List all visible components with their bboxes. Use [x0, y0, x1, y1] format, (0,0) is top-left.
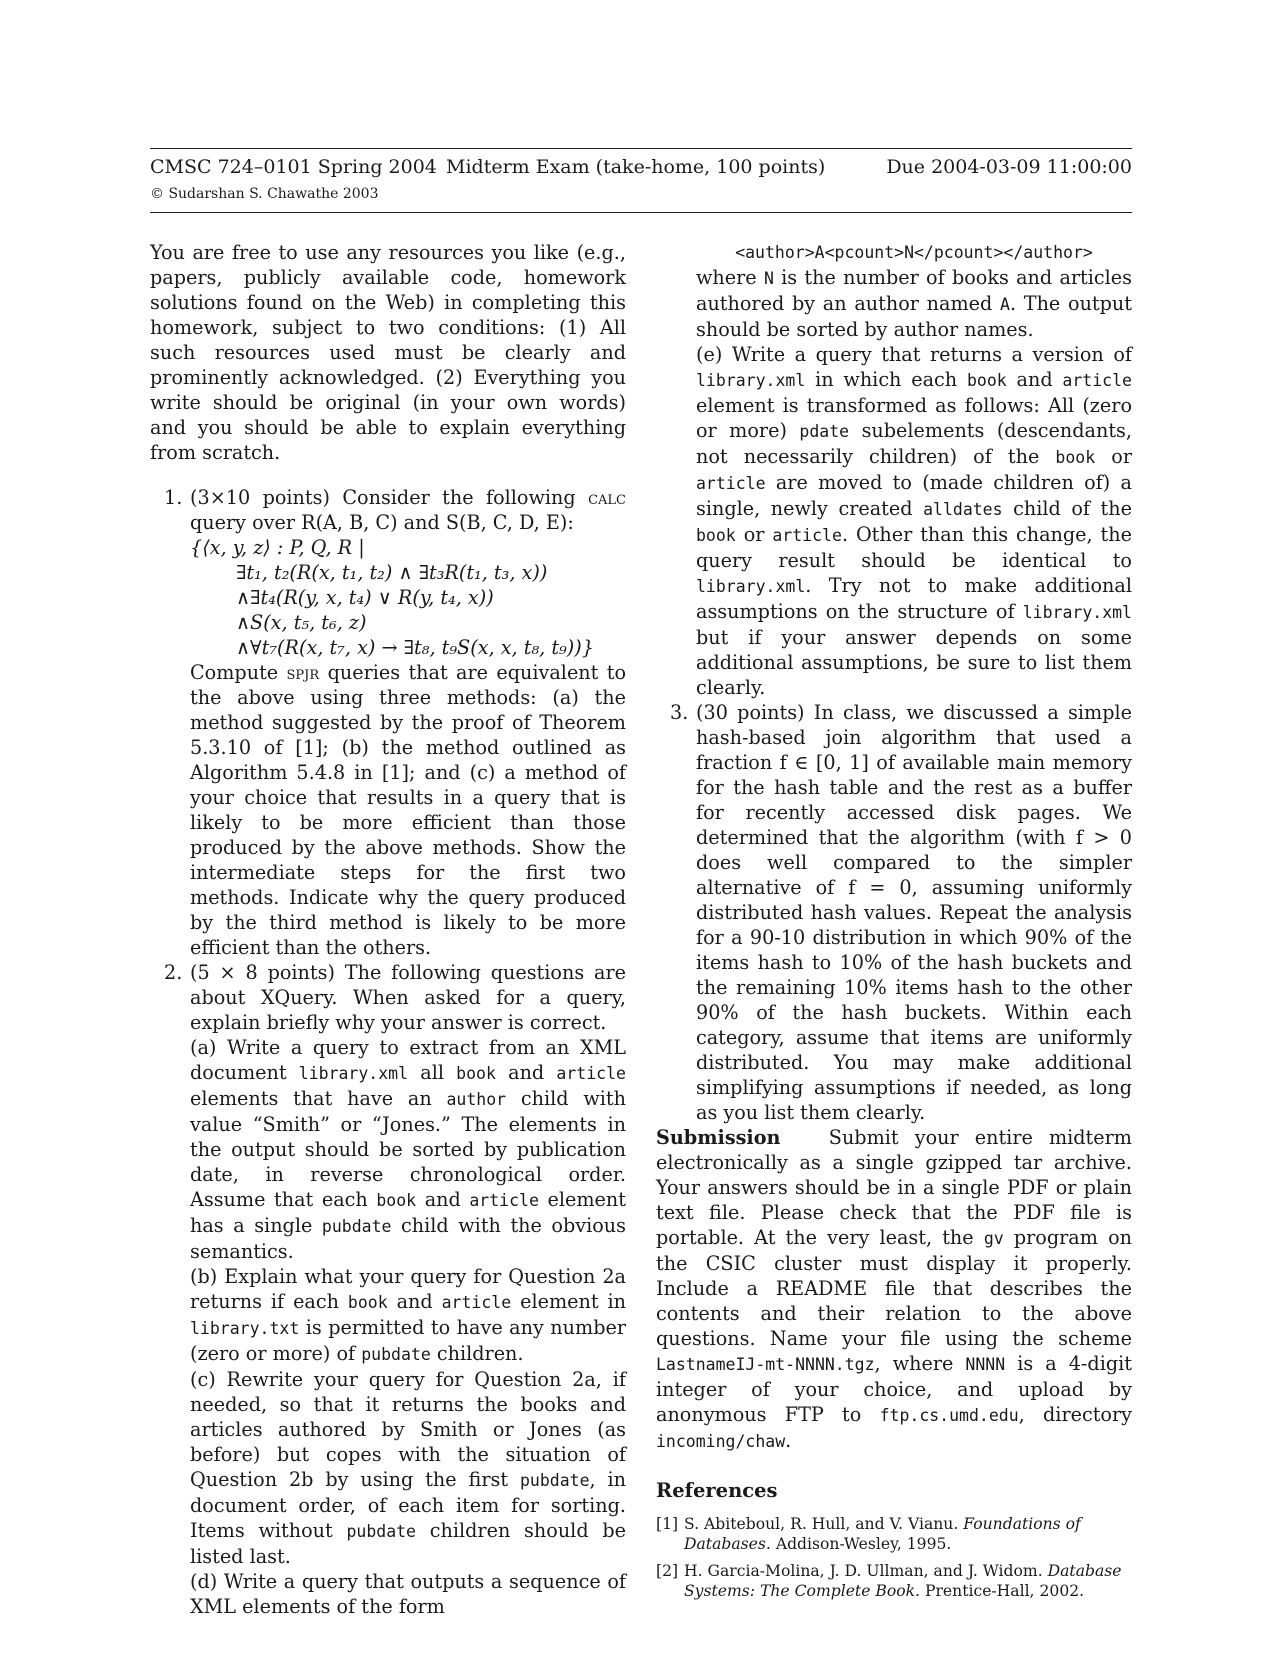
question-3: [656, 700, 1132, 1125]
q2-part-b: (b) Explain what your query for Question 2a returns if each book and article element in library.txt is permitted to have any number (zero or more) of pubdate children.: [190, 1265, 626, 1365]
formula-line: ∃t₁, t₂(R(x, t₁, t₂) ∧ ∃t₃R(t₁, t₃, x)): [236, 561, 548, 584]
q2-part-e: (e) Write a query that returns a version of library.xml in which each book and article element is transformed as follows: All (zero or more) pdate subelements (descendants, not necessarily children) of the book or article are moved to (made children of) a single, newly created alldates child of the book or article. Other than this change, the query result should be identical to library.xml. Try not to make additional assumptions on the structure of library.xml but if your answer depends on some additional assumptions, be sure to list them clearly.: [696, 343, 1132, 699]
exam-title: Midterm Exam (take-home, 100 points): [446, 156, 826, 178]
formula-line: ∧∃t₄(R(y, x, t₄) ∨ R(y, t₄, x)): [236, 586, 494, 609]
header-bottom-rule: [150, 212, 1132, 213]
left-column: [150, 240, 626, 1619]
question-2: [150, 960, 626, 1619]
calc-formula: [190, 535, 626, 660]
author-element-template: <author>A<pcount>N</pcount></author>: [735, 243, 1093, 262]
reference-entry: [2] H. Garcia-Molina, J. D. Ullman, and J. Widom. Database Systems: The Complete Book. Prentice-Hall, 2002.: [656, 1562, 1122, 1600]
question-number: 2.: [164, 961, 183, 984]
q3-text: (30 points) In class, we discussed a simple hash-based join algorithm that used a fraction f ∈ [0, 1] of available main memory for the hash table and the rest as a buffer for recently accessed disk pages. We determined that the algorithm (with f > 0 does well compared to the simpler alternative of f = 0, assuming uniformly distributed hash values. Repeat the analysis for a 90-10 distribution in which 90% of the items hash to 10% of the hash buckets and the remaining 10% items hash to the other 90% of the hash buckets. Within each category, assume that items are uniformly distributed. You may make additional simplifying assumptions if needed, as long as you list them clearly.: [696, 701, 1132, 1124]
q1-body-b: queries that are equivalent to the above using three methods: (a) the method suggested by the proof of Theorem 5.3.10 of [1]; (b) the method outlined as Algorithm 5.4.8 in [1]; and (c) a method of your choice that results in a query that is likely to be more efficient than those produced by the above methods. Show the intermediate steps for the first two methods. Indicate why the query produced by the third method is likely to be more efficient than the others.: [190, 661, 627, 959]
right-column: [656, 240, 1132, 1609]
references-heading: References: [656, 1479, 778, 1502]
question-1: [150, 485, 626, 960]
formula-line: ∧∀t₇(R(x, t₇, x) → ∃t₈, t₉S(x, x, t₈, t₉))}: [236, 636, 594, 659]
course-code: CMSC 724–0101 Spring 2004: [150, 156, 437, 178]
formula-line: {⟨x, y, z⟩ : P, Q, R |: [190, 536, 365, 559]
q2-part-a: (a) Write a query to extract from an XML document library.xml all book and article elements that have an author child with value “Smith” or “Jones.” The elements in the output should be sorted by publication date, in reverse chronological order. Assume that each book and article element has a single pubdate child with the obvious semantics.: [190, 1036, 626, 1263]
question-number: 3.: [670, 701, 689, 724]
q1-body-a: Compute: [190, 661, 279, 684]
formula-line: ∧S(x, t₅, t₆, z): [236, 611, 367, 634]
due-date: Due 2004-03-09 11:00:00: [886, 156, 1132, 178]
q2-lead: (5 × 8 points) The following questions are about XQuery. When asked for a query, explain briefly why your answer is correct.: [190, 961, 626, 1034]
intro-paragraph: You are free to use any resources you like (e.g., papers, publicly available code, homework solutions found on the Web) in completing this homework, subject to two conditions: (1) All such resources used must be clearly and prominently acknowledged. (2) Everything you write should be original (in your own words) and you should be able to explain everything from scratch.: [150, 241, 626, 464]
q2-part-d: (d) Write a query that outputs a sequence of XML elements of the form: [190, 1570, 626, 1618]
reference-entry: [1] S. Abiteboul, R. Hull, and V. Vianu. Foundations of Databases. Addison-Wesley, 1995.: [656, 1515, 1081, 1553]
q1-lead2: query over R(A, B, C) and S(B, C, D, E):: [190, 511, 574, 534]
q2-part-d-cont: where N is the number of books and articles authored by an author named A. The output should be sorted by author names.: [696, 266, 1132, 341]
q1-lead: (3×10 points) Consider the following: [190, 486, 576, 509]
calc-term: calc: [588, 486, 626, 509]
submission-label: Submission: [656, 1126, 781, 1149]
copyright-notice: © Sudarshan S. Chawathe 2003: [150, 186, 379, 202]
question-number: 1.: [164, 486, 183, 509]
submission-paragraph: Submission Submit your entire midterm electronically as a single gzipped tar archive. Your answers should be in a single PDF or plain text file. Please check that the PDF file is portable. At the very least, the gv program on the CSIC cluster must display it properly. Include a README file that describes the contents and their relation to the above questions. Name your file using the scheme LastnameIJ-mt-NNNN.tgz, where NNNN is a 4-digit integer of your choice, and upload by anonymous FTP to ftp.cs.umd.edu, directory incoming/chaw.: [656, 1126, 1132, 1452]
spjr-term: spjr: [286, 661, 320, 684]
q2-part-c: (c) Rewrite your query for Question 2a, if needed, so that it returns the books and articles authored by Smith or Jones (as before) but copes with the situation of Question 2b by using the first pubdate, in document order, of each item for sorting. Items without pubdate children should be listed last.: [190, 1368, 627, 1568]
question-2-continued: [656, 240, 1132, 700]
header-top-rule: [150, 148, 1132, 149]
